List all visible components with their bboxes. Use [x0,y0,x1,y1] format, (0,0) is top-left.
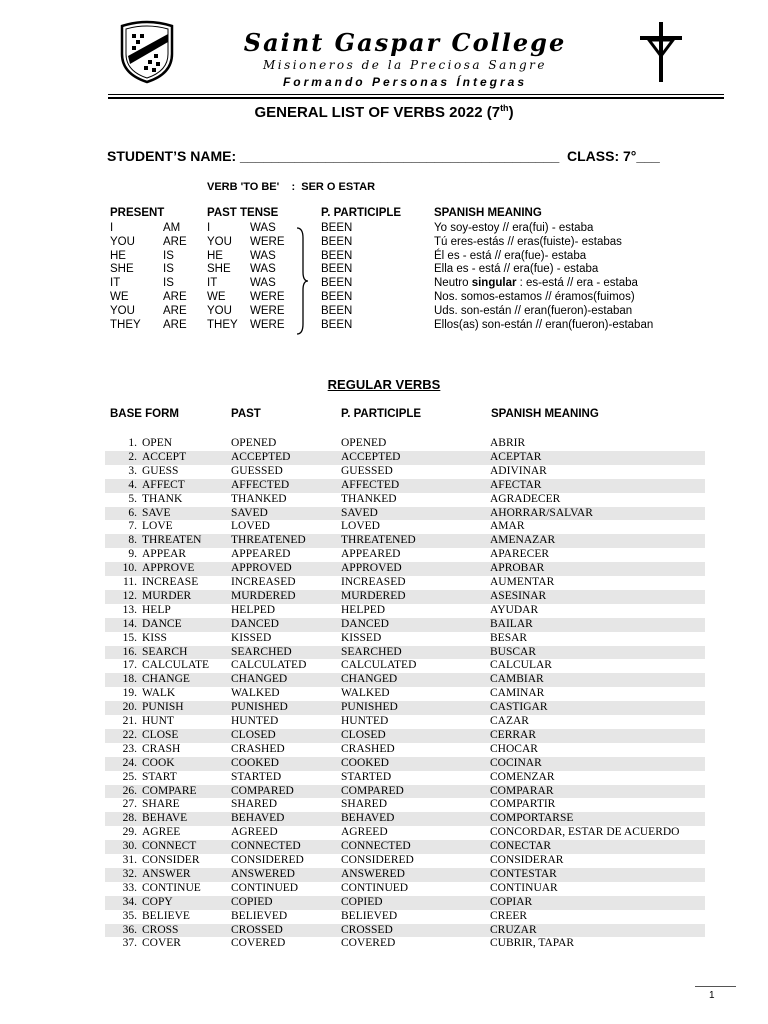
verb-to-be-cell: BEEN [321,291,353,303]
spanish-meaning-cell: Tú eres-estás // eras(fuiste)- estabas [434,235,622,248]
table-cell: CONTESTAR [490,867,557,880]
row-number: 37. [122,937,137,950]
table-cell: GUESSED [341,464,393,477]
row-number: 6. [128,506,137,519]
table-cell: HUNTED [341,715,389,727]
verb-to-be-cell: WAS [250,222,276,234]
table-row [105,687,705,701]
table-cell: CLOSED [231,728,276,741]
table-cell: THREATENED [341,534,416,547]
table-cell: APPROVED [341,562,402,575]
table-cell: COVER [142,937,181,950]
table-cell: COOKED [231,756,279,769]
table-row [105,785,705,799]
verb-to-be-cell: ARE [163,235,187,248]
college-name: Saint Gaspar College [243,28,567,57]
table-row [105,659,705,673]
table-cell: INCREASE [142,576,199,588]
row-number: 25. [122,770,137,783]
table-cell: CROSSED [341,923,393,936]
table-cell: ACCEPTED [231,450,291,463]
table-cell: AYUDAR [490,603,539,616]
verb-to-be-cell: YOU [207,235,232,248]
table-cell: CONECTAR [490,840,552,853]
college-motto: Formando Personas Íntegras [282,75,528,89]
table-row [105,618,705,632]
verb-to-be-cell: SHE [207,263,231,276]
row-number: 23. [122,742,137,755]
spanish-meaning-cell: Ellos(as) son-están // eran(fueron)-estaban [434,318,654,331]
table-cell: SHARE [142,798,180,811]
table-cell: ABRIR [490,437,526,449]
table-row [105,743,705,757]
verb-to-be-cell: ARE [163,318,187,331]
text-part: : es-está // era - estaba [516,277,638,290]
table-cell: CHANGED [231,673,288,686]
verb-to-be-cell: ARE [163,291,187,303]
spanish-meaning-cell: Ella es - está // era(fue) - estaba [434,263,599,276]
table-cell: AMAR [490,520,525,533]
table-cell: HELPED [231,603,276,616]
table-row [105,534,705,548]
table-cell: PUNISHED [231,701,288,714]
table-row [105,576,705,590]
table-cell: COVERED [231,937,286,950]
table-cell: AGRADECER [490,492,561,505]
table-cell: CHANGED [341,673,398,686]
table-row [105,937,705,951]
verb-to-be-cell: BEEN [321,222,353,234]
verb-to-be-cell: WERE [250,235,285,248]
row-number: 14. [122,617,137,630]
table-cell: CONTINUE [142,881,201,894]
table-cell: PUNISHED [341,701,398,714]
table-cell: ANSWER [142,867,191,880]
table-cell: ASESINAR [490,589,547,602]
table-cell: MURDERED [341,589,406,602]
table-cell: CHANGE [142,673,190,686]
table-row [105,757,705,771]
verb-to-be-cell: WAS [250,263,276,276]
table-cell: SEARCHED [231,645,292,658]
table-cell: AFFECTED [231,478,290,491]
text-part: Neutro [434,277,472,290]
verb-to-be-cell: YOU [110,235,135,248]
table-cell: APPEARED [231,548,291,561]
verb-to-be-cell: WERE [250,318,285,331]
row-number: 26. [122,784,137,797]
table-cell: CUBRIR, TAPAR [490,937,575,950]
row-number: 18. [122,673,137,686]
spanish-meaning-cell: Uds. son-están // eran(fueron)-estaban [434,304,633,317]
table-cell: KISSED [231,631,272,644]
table-cell: CRUZAR [490,923,537,936]
table-cell: THREATENED [231,534,306,547]
table-cell: COVERED [341,937,396,950]
table-row [105,646,705,660]
table-row [105,604,705,618]
table-cell: CLOSE [142,728,179,741]
table-row [105,507,705,521]
table-cell: COPIED [231,895,273,908]
table-cell: CONCORDAR, ESTAR DE ACUERDO [490,826,680,839]
table-cell: AMENAZAR [490,534,556,547]
table-cell: THANKED [231,492,287,505]
column-header: SPANISH MEANING [491,408,599,420]
table-cell: CONNECTED [231,840,301,853]
row-number: 3. [128,464,137,477]
table-cell: DANCED [341,617,389,630]
verb-to-be-cell: WERE [250,304,285,317]
table-cell: CAMBIAR [490,673,544,686]
table-cell: SAVE [142,506,171,519]
table-cell: SEARCHED [341,645,402,658]
row-number: 12. [122,589,137,602]
row-number: 1. [128,437,137,449]
row-number: 27. [122,798,137,811]
verb-to-be-cell: WAS [250,249,276,262]
verb-to-be-cell: HE [207,249,223,262]
table-cell: ACEPTAR [490,450,542,463]
verb-to-be-cell: YOU [110,304,135,317]
table-cell: CROSSED [231,923,283,936]
header-divider-thick [108,97,724,99]
footer-divider [695,986,736,987]
table-cell: APARECER [490,548,550,561]
table-cell: COMPARE [142,784,197,797]
table-cell: APROBAR [490,562,545,575]
table-row [105,673,705,687]
verb-to-be-cell: IS [163,277,174,290]
row-number: 33. [122,881,137,894]
table-cell: CONSIDERAR [490,854,564,866]
table-cell: STARTED [231,770,282,783]
table-cell: LOVED [341,520,380,533]
verb-to-be-cell: THEY [207,318,238,331]
column-header: P. PARTICIPLE [321,207,402,219]
row-number: 5. [128,492,137,505]
table-cell: BUSCAR [490,645,537,658]
table-row [105,715,705,729]
table-cell: AUMENTAR [490,576,555,588]
table-cell: CREER [490,909,528,922]
table-row [105,729,705,743]
table-cell: SHARED [341,798,388,811]
table-cell: CERRAR [490,728,537,741]
table-cell: CAZAR [490,715,529,727]
verb-to-be-cell: BEEN [321,318,353,331]
verb-to-be-cell: SHE [110,263,134,276]
spanish-meaning-cell [434,277,638,289]
verb-to-be-cell: I [110,222,114,234]
verb-to-be-cell: HE [110,249,126,262]
table-row [105,924,705,938]
table-cell: COPIED [341,895,383,908]
table-cell: CRASHED [341,742,395,755]
header-divider-thin [108,94,724,95]
table-cell: COMPARTIR [490,798,556,811]
row-number: 28. [122,812,137,825]
row-number: 4. [128,478,137,491]
table-cell: HELPED [341,603,386,616]
table-row [105,437,705,451]
table-cell: OPEN [142,437,173,449]
table-cell: ACCEPT [142,450,187,463]
row-number: 31. [122,854,137,866]
table-cell: OPENED [231,437,277,449]
table-cell: BEHAVED [231,812,285,825]
table-cell: COMPARED [341,784,404,797]
spanish-meaning-cell: Yo soy-estoy // era(fui) - estaba [434,222,594,234]
column-header: PRESENT [110,207,165,219]
regular-verbs-title: REGULAR VERBS [327,377,441,392]
table-cell: AFFECT [142,478,185,491]
table-cell: SAVED [341,506,378,519]
row-number: 22. [122,728,137,741]
table-cell: BELIEVED [341,909,398,922]
grouping-brace [295,226,309,336]
table-cell: SAVED [231,506,268,519]
table-row [105,798,705,812]
table-cell: OPENED [341,437,387,449]
verb-to-be-cell: BEEN [321,277,353,290]
table-cell: INCREASED [341,576,406,588]
verb-to-be-cell: IT [207,277,218,290]
table-cell: CALCULATED [341,659,417,672]
table-cell: BEHAVED [341,812,395,825]
column-header: P. PARTICIPLE [341,408,422,420]
table-cell: AGREED [231,826,278,839]
table-cell: DANCE [142,617,182,630]
verb-to-be-cell: IS [163,263,174,276]
row-number: 20. [122,701,137,714]
cross-emblem-logo [636,20,686,84]
row-number: 35. [122,909,137,922]
table-row [105,854,705,868]
table-cell: HUNTED [231,715,279,727]
table-cell: CRASH [142,742,181,755]
table-cell: GUESS [142,464,179,477]
table-cell: CONNECTED [341,840,411,853]
table-cell: THANKED [341,492,397,505]
table-cell: CASTIGAR [490,701,548,714]
table-cell: COMENZAR [490,770,555,783]
table-cell: START [142,770,177,783]
table-cell: CONSIDERED [341,854,414,866]
table-cell: SEARCH [142,645,188,658]
row-number: 7. [128,520,137,533]
verb-to-be-cell: WERE [250,291,285,303]
verb-to-be-cell: AM [163,222,181,234]
row-number: 17. [122,659,137,672]
table-row [105,771,705,785]
table-cell: APPEARED [341,548,401,561]
table-row [105,701,705,715]
table-cell: ANSWERED [341,867,405,880]
verb-to-be-cell: IS [163,249,174,262]
table-cell: APPEAR [142,548,187,561]
row-number: 8. [128,534,137,547]
student-name-line: STUDENT’S NAME: _________________________________________ CLASS: 7°___ [107,148,660,164]
table-cell: ADIVINAR [490,464,547,477]
verb-to-be-cell: BEEN [321,235,353,248]
table-cell: INCREASED [231,576,296,588]
row-number: 29. [122,826,137,839]
table-cell: COMPARED [231,784,294,797]
verb-to-be-cell: ARE [163,304,187,317]
table-row [105,882,705,896]
verb-to-be-cell: BEEN [321,304,353,317]
table-cell: KISSED [341,631,382,644]
table-cell: HELP [142,603,171,616]
table-cell: HUNT [142,715,174,727]
table-cell: DANCED [231,617,279,630]
table-row [105,826,705,840]
table-cell: BESAR [490,631,528,644]
table-cell: MURDER [142,589,192,602]
verb-to-be-cell: THEY [110,318,141,331]
table-cell: AGREED [341,826,388,839]
table-row [105,590,705,604]
verb-to-be-cell: YOU [207,304,232,317]
table-cell: BEHAVE [142,812,188,825]
school-crest-logo [118,20,176,84]
verb-to-be-cell: WAS [250,277,276,290]
table-cell: KISS [142,631,167,644]
table-row [105,840,705,854]
table-cell: CONTINUED [341,881,409,894]
row-number: 15. [122,631,137,644]
table-cell: COOKED [341,756,389,769]
table-cell: WALK [142,687,176,700]
row-number: 9. [128,548,137,561]
page-number: 1 [709,990,715,1001]
verb-to-be-cell: BEEN [321,263,353,276]
table-cell: APPROVE [142,562,195,575]
table-row [105,451,705,465]
table-cell: COOK [142,756,175,769]
table-cell: COPY [142,895,173,908]
table-cell: COMPORTARSE [490,812,574,825]
table-cell: CROSS [142,923,179,936]
row-number: 30. [122,840,137,853]
row-number: 16. [122,645,137,658]
table-cell: CALCULATED [231,659,307,672]
column-header: PAST [231,408,261,420]
column-header: PAST TENSE [207,207,279,219]
table-cell: CLOSED [341,728,386,741]
table-cell: CONSIDERED [231,854,304,866]
college-subtitle: Misioneros de la Preciosa Sangre [263,58,547,72]
table-cell: BELIEVE [142,909,190,922]
table-cell: CONTINUED [231,881,299,894]
table-cell: THANK [142,492,183,505]
table-cell: ANSWERED [231,867,295,880]
page-title: GENERAL LIST OF VERBS 2022 (7th) [254,103,514,121]
row-number: 2. [128,450,137,463]
table-cell: AGREE [142,826,181,839]
row-number: 19. [122,687,137,700]
row-number: 32. [122,867,137,880]
table-row [105,562,705,576]
table-row [105,493,705,507]
table-cell: BAILAR [490,617,533,630]
table-cell: SHARED [231,798,278,811]
verb-to-be-cell: IT [110,277,121,290]
row-number: 21. [122,715,137,727]
row-number: 34. [122,895,137,908]
row-number: 36. [122,923,137,936]
table-cell: MURDERED [231,589,296,602]
emphasis-text: singular [471,277,517,290]
table-row [105,632,705,646]
table-cell: CONTINUAR [490,881,558,894]
table-cell: COPIAR [490,895,533,908]
row-number: 24. [122,756,137,769]
table-cell: WALKED [341,687,390,700]
table-cell: CONSIDER [142,854,200,866]
table-cell: AHORRAR/SALVAR [490,506,593,519]
row-number: 13. [122,603,137,616]
column-header: SPANISH MEANING [434,207,542,219]
table-cell: THREATEN [142,534,202,547]
row-number: 10. [122,562,137,575]
table-cell: AFECTAR [490,478,542,491]
table-row [105,896,705,910]
table-cell: ACCEPTED [341,450,401,463]
table-cell: STARTED [341,770,392,783]
table-cell: COCINAR [490,756,542,769]
verb-to-be-cell: WE [110,291,129,303]
table-cell: LOVE [142,520,173,533]
verb-to-be-cell: I [207,222,211,234]
table-cell: BELIEVED [231,909,288,922]
column-header: BASE FORM [110,408,179,420]
table-cell: CONNECT [142,840,197,853]
row-number: 11. [123,576,137,588]
table-cell: CALCULAR [490,659,552,672]
table-cell: LOVED [231,520,270,533]
table-cell: COMPARAR [490,784,554,797]
table-row [105,910,705,924]
verb-to-be-cell: BEEN [321,249,353,262]
table-row [105,465,705,479]
table-cell: AFFECTED [341,478,400,491]
table-cell: CALCULATE [142,659,210,672]
verb-to-be-cell: WE [207,291,226,303]
table-row [105,812,705,826]
table-cell: WALKED [231,687,280,700]
table-row [105,868,705,882]
spanish-meaning-cell: Nos. somos-estamos // éramos(fuimos) [434,291,635,303]
table-cell: CRASHED [231,742,285,755]
table-cell: PUNISH [142,701,184,714]
verb-to-be-heading: VERB 'TO BE' : SER O ESTAR [207,181,376,193]
table-cell: CAMINAR [490,687,545,700]
table-row [105,520,705,534]
table-row [105,479,705,493]
table-cell: APPROVED [231,562,292,575]
table-row [105,548,705,562]
spanish-meaning-cell: Él es - está // era(fue)- estaba [434,249,587,262]
table-cell: CHOCAR [490,742,538,755]
table-cell: GUESSED [231,464,283,477]
